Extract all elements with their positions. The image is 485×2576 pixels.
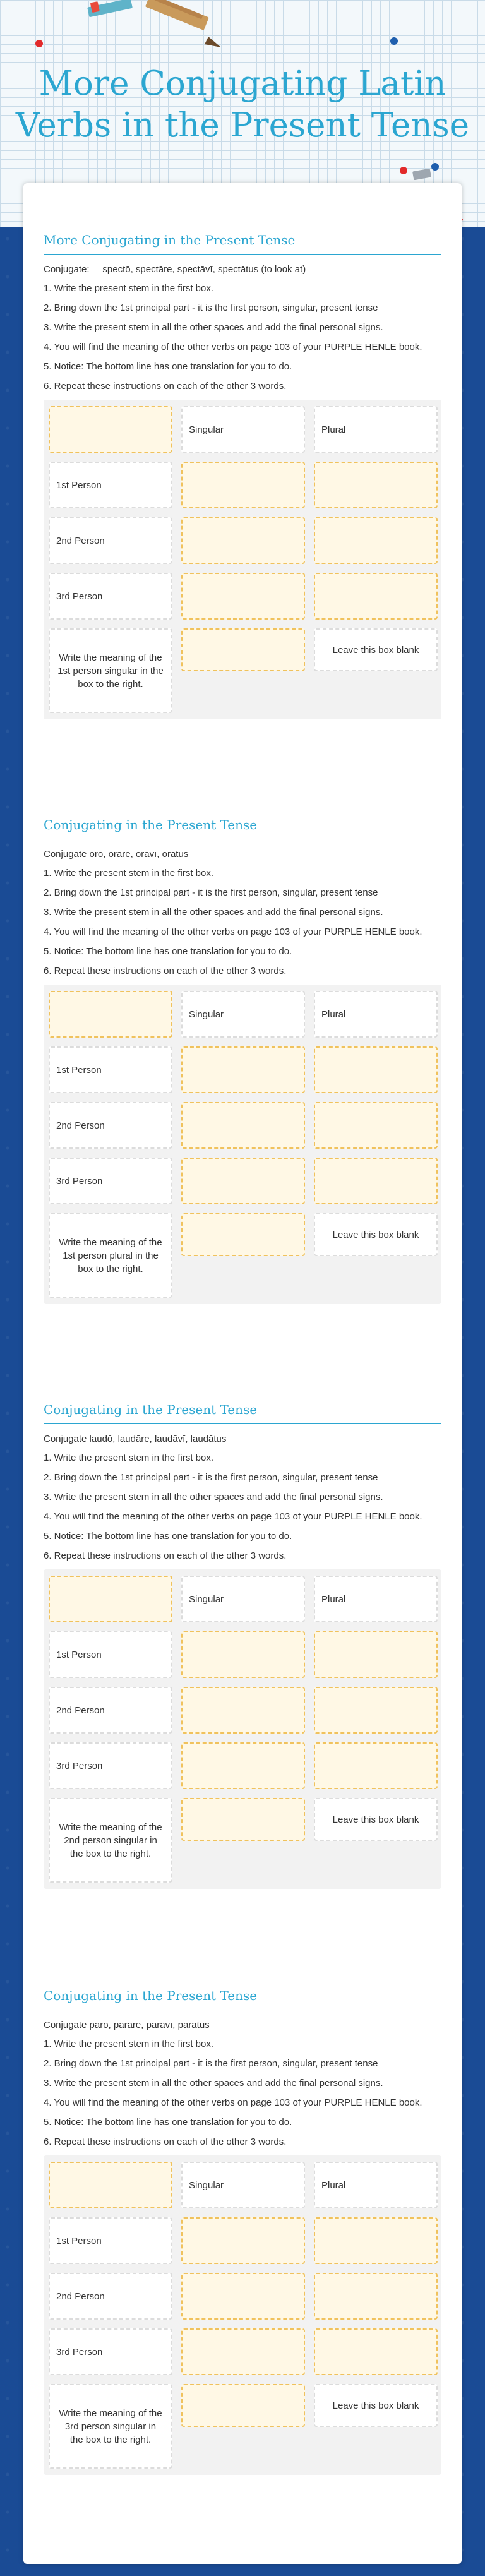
plural-header: Plural	[314, 2162, 438, 2208]
second-plural-input[interactable]	[314, 1687, 438, 1734]
second-plural-input[interactable]	[314, 1102, 438, 1149]
first-plural-input[interactable]	[314, 462, 438, 508]
conjugate-line: Conjugate: spectō, spectāre, spectāvī, spectātus (to look at)	[44, 264, 306, 275]
conjugate-line: Conjugate laudō, laudāre, laudāvī, laudātus	[44, 1434, 227, 1444]
meaning-instruction: Write the meaning of the 1st person singular in the box to the right.	[49, 628, 172, 713]
instruction-step: 1. Write the present stem in the first box.	[44, 283, 214, 294]
third-person-label: 3rd Person	[49, 1158, 172, 1204]
meaning-instruction: Write the meaning of the 2nd person singular in the box to the right.	[49, 1798, 172, 1883]
second-plural-input[interactable]	[314, 517, 438, 564]
conjugate-line: Conjugate parō, parāre, parāvī, parātus	[44, 2020, 210, 2030]
first-person-label: 1st Person	[49, 1631, 172, 1678]
section-4	[44, 1988, 441, 2475]
conjugation-table	[44, 1569, 441, 1889]
first-person-label: 1st Person	[49, 1046, 172, 1093]
third-singular-input[interactable]	[181, 573, 305, 620]
meaning-input[interactable]	[181, 628, 305, 671]
leave-blank-note: Leave this box blank	[314, 2384, 438, 2427]
instruction-list	[44, 2038, 441, 2148]
present-stem-input[interactable]	[49, 1576, 172, 1622]
instruction-step: 4. You will find the meaning of the other verbs on page 103 of your PURPLE HENLE book.	[44, 1511, 422, 1522]
first-plural-input[interactable]	[314, 2217, 438, 2264]
instruction-step: 6. Repeat these instructions on each of the other 3 words.	[44, 1550, 287, 1561]
meaning-instruction: Write the meaning of the 3rd person singular in the box to the right.	[49, 2384, 172, 2469]
pushpin-icon	[390, 37, 398, 45]
conjugation-table	[44, 985, 441, 1304]
second-person-label: 2nd Person	[49, 1687, 172, 1734]
third-plural-input[interactable]	[314, 1158, 438, 1204]
instruction-list	[44, 867, 441, 978]
present-stem-input[interactable]	[49, 991, 172, 1038]
pushpin-icon	[35, 39, 44, 48]
first-singular-input[interactable]	[181, 462, 305, 508]
instruction-step: 2. Bring down the 1st principal part - it is the first person, singular, present tense	[44, 1472, 378, 1483]
page-title: More Conjugating Latin Verbs in the Present Tense	[15, 64, 470, 145]
plural-header: Plural	[314, 1576, 438, 1622]
third-plural-input[interactable]	[314, 1742, 438, 1789]
section-heading: Conjugating in the Present Tense	[44, 1988, 441, 2010]
first-person-label: 1st Person	[49, 462, 172, 508]
instruction-step: 1. Write the present stem in the first box.	[44, 2039, 214, 2049]
pencil-icon	[139, 0, 227, 51]
first-plural-input[interactable]	[314, 1046, 438, 1093]
instruction-step: 4. You will find the meaning of the other verbs on page 103 of your PURPLE HENLE book.	[44, 342, 422, 352]
second-person-label: 2nd Person	[49, 517, 172, 564]
instruction-step: 6. Repeat these instructions on each of the other 3 words.	[44, 2136, 287, 2147]
third-person-label: 3rd Person	[49, 1742, 172, 1789]
instruction-step: 6. Repeat these instructions on each of the other 3 words.	[44, 381, 287, 392]
conjugate-line: Conjugate ōrō, ōrāre, ōrāvī, ōrātus	[44, 849, 189, 860]
instruction-list	[44, 1452, 441, 1562]
section-heading: Conjugating in the Present Tense	[44, 1402, 441, 1424]
third-singular-input[interactable]	[181, 1158, 305, 1204]
leave-blank-note: Leave this box blank	[314, 628, 438, 671]
second-singular-input[interactable]	[181, 1687, 305, 1734]
present-stem-input[interactable]	[49, 406, 172, 453]
first-singular-input[interactable]	[181, 1046, 305, 1093]
third-singular-input[interactable]	[181, 1742, 305, 1789]
instruction-step: 5. Notice: The bottom line has one translation for you to do.	[44, 361, 292, 372]
first-person-label: 1st Person	[49, 2217, 172, 2264]
instruction-step: 2. Bring down the 1st principal part - it is the first person, singular, present tense	[44, 2058, 378, 2069]
plural-header: Plural	[314, 406, 438, 453]
instruction-step: 4. You will find the meaning of the other verbs on page 103 of your PURPLE HENLE book.	[44, 2097, 422, 2108]
singular-header: Singular	[181, 991, 305, 1038]
instruction-step: 2. Bring down the 1st principal part - it is the first person, singular, present tense	[44, 303, 378, 313]
second-person-label: 2nd Person	[49, 1102, 172, 1149]
third-plural-input[interactable]	[314, 2328, 438, 2375]
third-person-label: 3rd Person	[49, 2328, 172, 2375]
conjugation-table	[44, 400, 441, 719]
instruction-step: 1. Write the present stem in the first box.	[44, 868, 214, 878]
meaning-instruction: Write the meaning of the 1st person plural in the box to the right.	[49, 1213, 172, 1298]
instruction-step: 3. Write the present stem in all the other spaces and add the final personal signs.	[44, 907, 383, 918]
leave-blank-note: Leave this box blank	[314, 1213, 438, 1256]
plural-header: Plural	[314, 991, 438, 1038]
third-plural-input[interactable]	[314, 573, 438, 620]
section-1	[44, 232, 441, 719]
first-singular-input[interactable]	[181, 2217, 305, 2264]
section-3	[44, 1402, 441, 1889]
instruction-step: 5. Notice: The bottom line has one translation for you to do.	[44, 946, 292, 957]
section-heading: Conjugating in the Present Tense	[44, 817, 441, 839]
worksheet-card	[23, 183, 462, 2564]
instruction-step: 3. Write the present stem in all the other spaces and add the final personal signs.	[44, 2078, 383, 2088]
singular-header: Singular	[181, 1576, 305, 1622]
second-person-label: 2nd Person	[49, 2273, 172, 2320]
second-singular-input[interactable]	[181, 2273, 305, 2320]
conjugation-table	[44, 2155, 441, 2475]
singular-header: Singular	[181, 2162, 305, 2208]
present-stem-input[interactable]	[49, 2162, 172, 2208]
second-plural-input[interactable]	[314, 2273, 438, 2320]
pushpin-icon	[399, 166, 408, 175]
meaning-input[interactable]	[181, 1213, 305, 1256]
ruler-icon	[85, 0, 136, 25]
instruction-step: 5. Notice: The bottom line has one translation for you to do.	[44, 1531, 292, 1542]
third-person-label: 3rd Person	[49, 573, 172, 620]
meaning-input[interactable]	[181, 2384, 305, 2427]
instruction-step: 1. Write the present stem in the first box.	[44, 1453, 214, 1463]
first-plural-input[interactable]	[314, 1631, 438, 1678]
section-heading: More Conjugating in the Present Tense	[44, 232, 441, 255]
first-singular-input[interactable]	[181, 1631, 305, 1678]
instruction-step: 3. Write the present stem in all the other spaces and add the final personal signs.	[44, 1492, 383, 1502]
second-singular-input[interactable]	[181, 517, 305, 564]
instruction-list	[44, 282, 441, 393]
instruction-step: 2. Bring down the 1st principal part - it is the first person, singular, present tense	[44, 887, 378, 898]
leave-blank-note: Leave this box blank	[314, 1798, 438, 1841]
section-2	[44, 817, 441, 1304]
instruction-step: 5. Notice: The bottom line has one translation for you to do.	[44, 2117, 292, 2128]
eraser-icon	[410, 167, 436, 183]
instruction-step: 6. Repeat these instructions on each of the other 3 words.	[44, 966, 287, 976]
singular-header: Singular	[181, 406, 305, 453]
third-singular-input[interactable]	[181, 2328, 305, 2375]
second-singular-input[interactable]	[181, 1102, 305, 1149]
meaning-input[interactable]	[181, 1798, 305, 1841]
instruction-step: 3. Write the present stem in all the other spaces and add the final personal signs.	[44, 322, 383, 333]
instruction-step: 4. You will find the meaning of the other verbs on page 103 of your PURPLE HENLE book.	[44, 926, 422, 937]
